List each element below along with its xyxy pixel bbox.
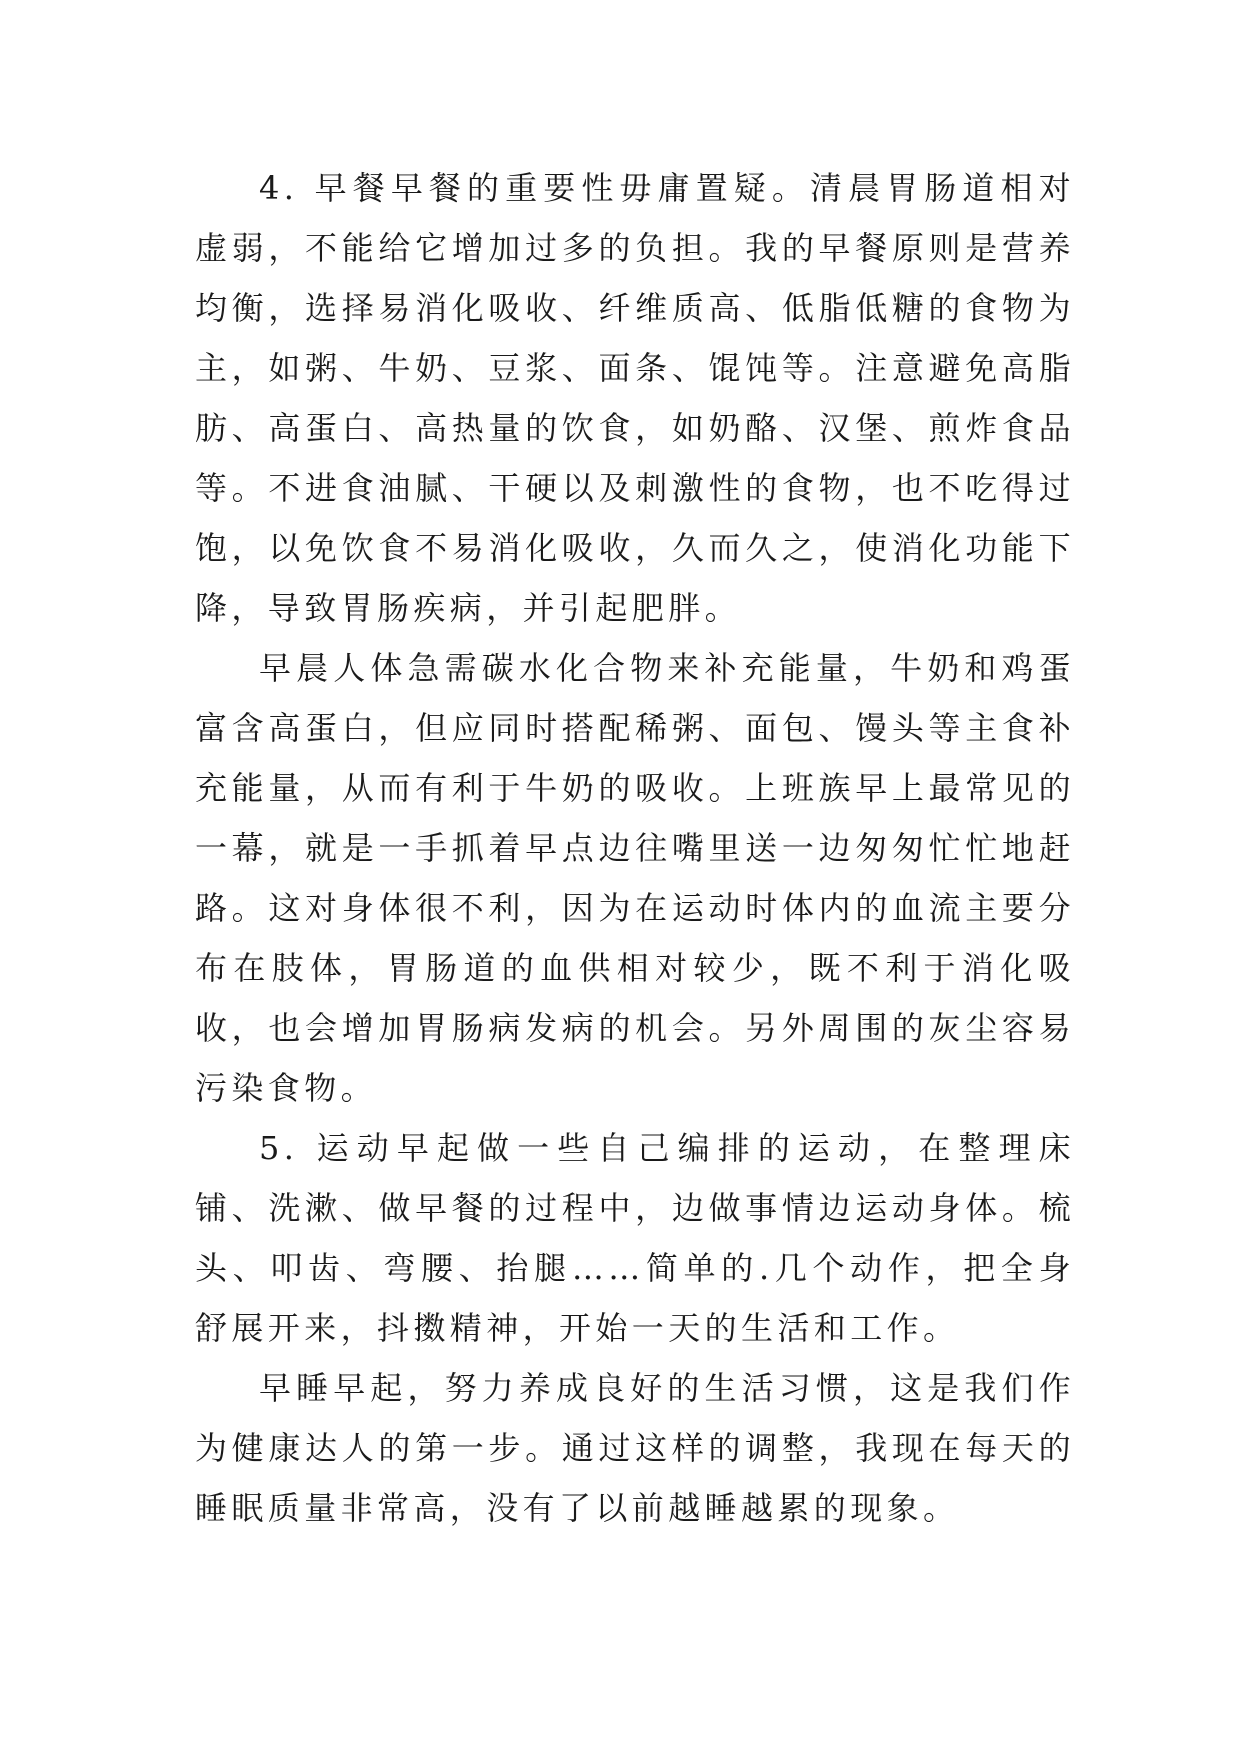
paragraph-exercise: 5. 运动早起做一些自己编排的运动，在整理床铺、洗漱、做早餐的过程中，边做事情边运动身体。梳头、叩齿、弯腰、抬腿……简单的.几个动作，把全身舒展开来，抖擞精神，开始一天的生活和工作。 [195,1129,1075,1347]
paragraph-conclusion: 早睡早起，努力养成良好的生活习惯，这是我们作为健康达人的第一步。通过这样的调整，我现在每天的睡眠质量非常高，没有了以前越睡越累的现象。 [195,1369,1075,1527]
paragraph-morning-nutrition: 早晨人体急需碳水化合物来补充能量，牛奶和鸡蛋富含高蛋白，但应同时搭配稀粥、面包、馒头等主食补充能量，从而有利于牛奶的吸收。上班族早上最常见的一幕，就是一手抓着早点边往嘴里送一边匆匆忙忙地赶路。这对身体很不利，因为在运动时体内的血流主要分布在肢体，胃肠道的血供相对较少，既不利于消化吸收，也会增加胃肠病发病的机会。另外周围的灰尘容易污染食物。 [195,649,1075,1107]
document-body [195,158,1075,1538]
paragraph-breakfast: 4. 早餐早餐的重要性毋庸置疑。清晨胃肠道相对虚弱，不能给它增加过多的负担。我的早餐原则是营养均衡，选择易消化吸收、纤维质高、低脂低糖的食物为主，如粥、牛奶、豆浆、面条、馄饨等。注意避免高脂肪、高蛋白、高热量的饮食，如奶酪、汉堡、煎炸食品等。不进食油腻、干硬以及刺激性的食物，也不吃得过饱，以免饮食不易消化吸收，久而久之，使消化功能下降，导致胃肠疾病，并引起肥胖。 [195,169,1075,627]
